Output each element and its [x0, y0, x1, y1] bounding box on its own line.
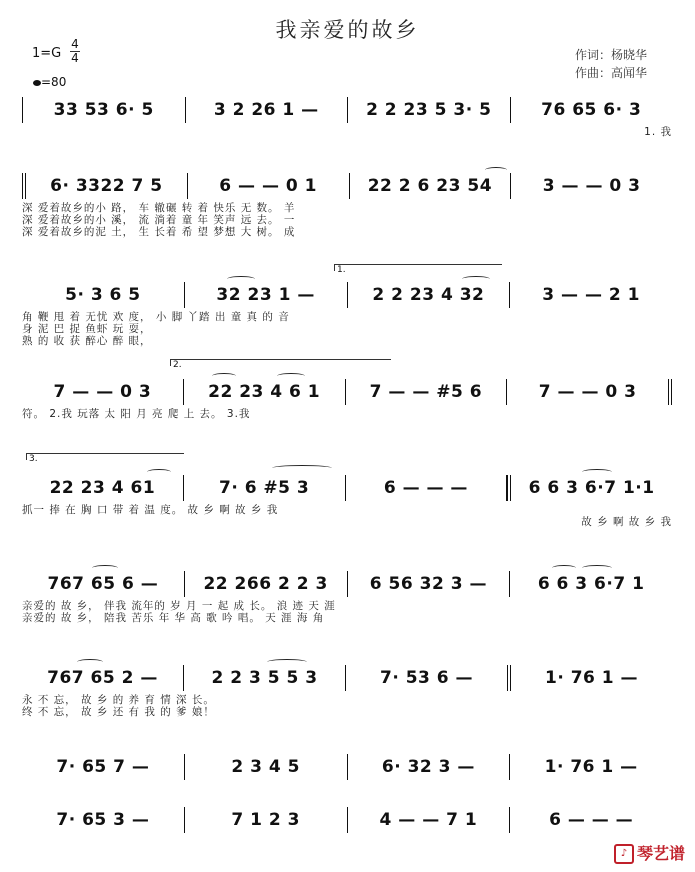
- measure: 7· 65 7 —: [22, 754, 185, 780]
- staff-system-7: [22, 665, 672, 720]
- watermark-text: 琴艺谱: [636, 843, 685, 863]
- music-line: [22, 282, 672, 308]
- lyric-line: 角 鞭 甩 着 无忧 欢 度， 小 脚 丫踏 出 童 真 的 音: [22, 311, 290, 323]
- watermark-logo: [614, 841, 685, 865]
- lyric-line: 1. 我: [644, 126, 672, 138]
- key-signature: 1=G: [32, 46, 62, 61]
- lyric-line: 深 爱着故乡的小 溪， 流 淌着 童 年 笑声 远 去。 一: [22, 214, 296, 226]
- score-title: 我亲爱的故乡: [275, 18, 420, 42]
- time-signature: [70, 38, 80, 65]
- measure: 2 2 23 4 32: [348, 282, 511, 308]
- measure: 33 53 6· 5: [22, 97, 186, 123]
- music-line: [22, 475, 672, 501]
- music-line: [22, 807, 672, 833]
- music-line: [22, 379, 672, 405]
- measure: 1· 76 1 —: [544, 668, 639, 688]
- lyric-line: 深 爱着故乡的泥 土， 生 长着 希 望 梦想 大 树。 成: [22, 226, 296, 238]
- measure: 6 6 3 6·7 1: [537, 574, 645, 594]
- measure: 3 2 26 1 —: [186, 97, 349, 123]
- measure: 3 — — 0 3: [542, 176, 641, 196]
- measure: 76 65 6· 3: [541, 100, 642, 120]
- measure: 7· 65 3 —: [22, 807, 185, 833]
- time-signature-top: 4: [71, 37, 79, 51]
- tempo-value: =80: [41, 75, 67, 89]
- staff-system-3: [22, 265, 672, 352]
- music-line: [22, 571, 672, 597]
- volta-bracket-3: 3.: [26, 453, 184, 460]
- measure: 7 — — #5 6: [346, 379, 508, 405]
- measure: 7· 53 6 —: [346, 665, 511, 691]
- measure: 6 — — —: [549, 810, 634, 830]
- lyric-line: 符。 2.我 玩落 太 阳 月 亮 爬 上 去。 3.我: [22, 408, 251, 420]
- measure: 767 65 2 —: [22, 665, 184, 691]
- lyric-line: 亲爱的 故 乡， 陪我 苦乐 年 华 高 歌 吟 唱。 天 涯 海 角: [22, 612, 325, 624]
- lyric-line: 亲爱的 故 乡， 伴我 流年的 岁 月 一 起 成 长。 浪 迹 天 涯: [22, 600, 336, 612]
- measure: 2 2 23 5 3· 5: [348, 97, 511, 123]
- measure: 3 — — 2 1: [542, 285, 640, 305]
- measure: 22 23 4 61: [22, 475, 184, 501]
- measure: 7 — — 0 3: [507, 379, 672, 405]
- volta-bracket-2: 2.: [170, 359, 391, 366]
- staff-system-2: [22, 173, 672, 243]
- measure: 1· 76 1 —: [544, 757, 638, 777]
- measure: 5· 3 6 5: [22, 282, 185, 308]
- measure: 6 — — —: [346, 475, 508, 501]
- music-line: [22, 173, 672, 199]
- time-signature-bottom: 4: [71, 51, 79, 65]
- measure: 767 65 6 —: [22, 571, 185, 597]
- measure: 7 1 2 3: [185, 807, 348, 833]
- measure: 22 2 6 23 54: [350, 173, 512, 199]
- measure: 7· 6 #5 3: [184, 475, 346, 501]
- lyric-line: 故 乡 啊 故 乡 我: [581, 516, 672, 528]
- volta-bracket-1: 1.: [334, 264, 502, 271]
- measure: 22 23 4 6 1: [184, 379, 346, 405]
- lyric-line: 熟 的 收 获 醉心 醉 眼，: [22, 335, 152, 347]
- measure: 2 2 3 5 5 3: [184, 665, 346, 691]
- music-line: [22, 665, 672, 691]
- lyric-line: 永 不 忘， 故 乡 的 养 育 情 深 长。: [22, 694, 215, 706]
- measure: 6 6 3 6·7 1·1: [507, 475, 672, 501]
- staff-system-6: [22, 571, 672, 626]
- measure: 7 — — 0 3: [22, 379, 184, 405]
- music-line: [22, 754, 672, 780]
- measure: 6 56 32 3 —: [348, 571, 511, 597]
- measure: 32 23 1 —: [185, 282, 348, 308]
- staff-system-4: [22, 360, 672, 424]
- staff-system-8: [22, 754, 672, 784]
- music-line: [22, 97, 672, 123]
- quarter-note-icon: [33, 80, 41, 86]
- measure: 2 3 4 5: [185, 754, 348, 780]
- slur-mark: [272, 465, 332, 471]
- staff-system-9: [22, 807, 672, 837]
- measure: 6· 3322 7 5: [22, 173, 188, 199]
- lyric-line: 深 爱着故乡的小 路， 车 辙碾 转 着 快乐 无 数。 羊: [22, 202, 296, 214]
- lyric-line: 抓一 捧 在 胸 口 带 着 温 度。 故 乡 啊 故 乡 我: [22, 504, 279, 516]
- lyric-line: 终 不 忘， 故 乡 还 有 我 的 爹 娘！: [22, 706, 215, 718]
- measure: 22 266 2 2 3: [185, 571, 348, 597]
- measure: 6· 32 3 —: [348, 754, 511, 780]
- staff-system-5: [22, 454, 672, 530]
- lyric-line: 身 泥 巴 捉 鱼虾 玩 耍，: [22, 323, 152, 335]
- staff-system-1: [22, 97, 672, 137]
- composer-credit: 作曲：高闻华: [575, 66, 648, 80]
- logo-icon: ♪: [614, 844, 634, 864]
- measure: 4 — — 7 1: [348, 807, 511, 833]
- tempo-marking: [33, 75, 66, 89]
- measure: 6 — — 0 1: [188, 173, 350, 199]
- lyricist-credit: 作词：杨晓华: [575, 48, 648, 62]
